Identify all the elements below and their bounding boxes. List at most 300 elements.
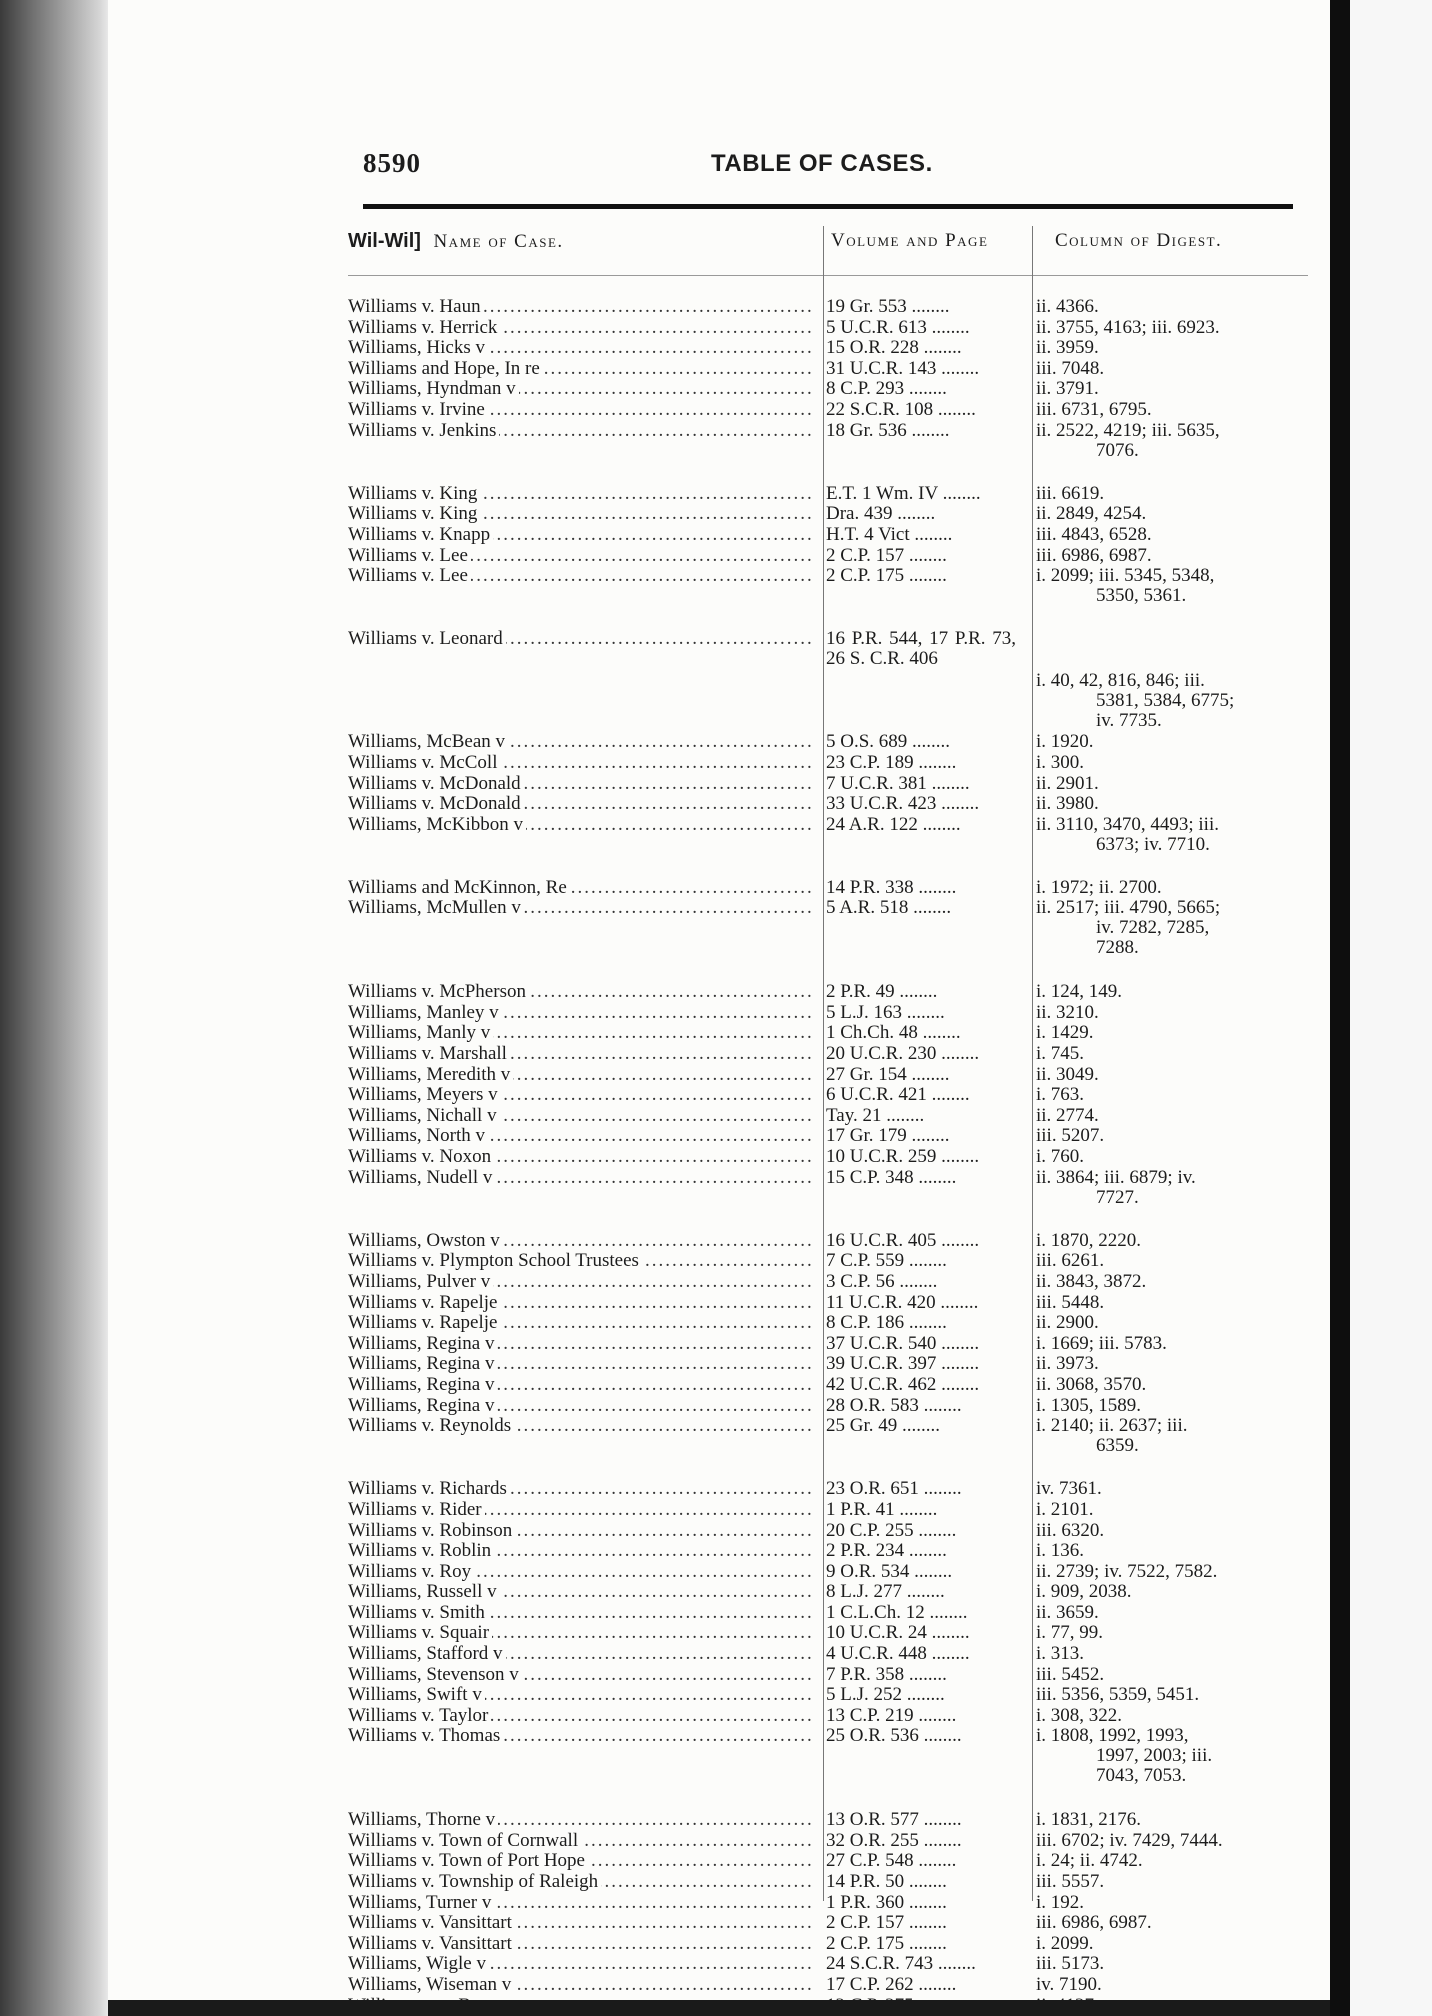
digest-ref: 7076.	[1096, 439, 1139, 461]
case-name: Williams v. Rapelje .....	[348, 1313, 813, 1333]
digest-ref: i. 1808, 1992, 1993,	[1036, 1725, 1189, 1747]
volume-page: 25 Gr. 49 ........	[826, 1415, 940, 1437]
digest-ref: i. 909, 2038.	[1036, 1581, 1132, 1603]
digest-column	[1036, 878, 1308, 898]
volume-page: 37 U.C.R. 540 ........	[826, 1332, 980, 1354]
table-row	[108, 1375, 1330, 1396]
page-bottom-edge	[108, 2000, 1330, 2016]
volume-page: 16 U.C.R. 405 ........	[826, 1229, 980, 1251]
case-name: Williams v. Herrick .....	[348, 318, 813, 338]
digest-ref: i. 760.	[1036, 1146, 1085, 1168]
case-name: Williams v. Plympton School Trustees .....	[348, 1251, 813, 1271]
case-name: Williams v. McDonald .....	[348, 794, 813, 814]
digest-ref: ii. 3659.	[1036, 1601, 1099, 1623]
volume-page: 23 C.P. 189 ........	[826, 751, 957, 773]
table-row	[108, 878, 1330, 899]
case-name: Williams v. Irvine .....	[348, 400, 813, 420]
volume-page: 7 U.C.R. 381 ........	[826, 772, 970, 794]
table-row	[108, 1603, 1330, 1624]
volume-page: 18 Gr. 536 ........	[826, 419, 950, 441]
volume-page: 8 C.P. 186 ........	[826, 1312, 947, 1334]
digest-column	[1036, 504, 1308, 524]
digest-column	[1036, 525, 1308, 545]
case-name: Williams, McKibbon v .....	[348, 815, 813, 835]
digest-ref: ii. 2849, 4254.	[1036, 503, 1147, 525]
row-gap	[108, 1788, 1330, 1810]
digest-column	[1036, 1934, 1308, 1954]
volume-page: 32 O.R. 255 ........	[826, 1829, 962, 1851]
digest-column	[1036, 1500, 1308, 1520]
table-row	[108, 753, 1330, 774]
page-number: 8590	[363, 148, 421, 178]
table-row	[108, 1954, 1330, 1975]
digest-column	[1036, 1251, 1308, 1271]
volume-page: Dra. 439 ........	[826, 503, 936, 525]
volume-page: 19 Gr. 553 ........	[826, 296, 950, 317]
digest-column	[1036, 794, 1308, 814]
case-name: Williams and McKinnon, Re .....	[348, 878, 813, 898]
digest-column	[1036, 1168, 1308, 1208]
volume-page: 39 U.C.R. 397 ........	[826, 1353, 980, 1375]
digest-column	[1036, 1003, 1308, 1023]
volume-page: 25 O.R. 536 ........	[826, 1725, 962, 1747]
digest-column	[1036, 1541, 1308, 1561]
digest-ref: i. 2099; iii. 5345, 5348,	[1036, 565, 1215, 587]
digest-column	[1036, 338, 1308, 358]
digest-ref: ii. 3110, 3470, 4493; iii.	[1036, 813, 1219, 835]
table-row	[108, 1623, 1330, 1644]
table-row	[108, 1396, 1330, 1417]
table-row	[108, 379, 1330, 400]
case-name: Williams v. Richards .....	[348, 1479, 813, 1499]
digest-ref: i. 2099.	[1036, 1932, 1094, 1954]
digest-ref: iv. 7361.	[1036, 1478, 1102, 1500]
table-row	[108, 400, 1330, 421]
table-row	[108, 525, 1330, 546]
digest-ref: i. 2140; ii. 2637; iii.	[1036, 1415, 1188, 1437]
digest-column	[1036, 1913, 1308, 1933]
digest-column	[1036, 1521, 1308, 1541]
case-name: Williams, Meredith v .....	[348, 1065, 813, 1085]
table-row	[108, 1003, 1330, 1024]
table-row	[108, 1126, 1330, 1147]
case-name: Williams v. Rapelje .....	[348, 1293, 813, 1313]
case-name: Williams v. Vansittart .....	[348, 1913, 813, 1933]
case-name: Williams v. Knapp .....	[348, 525, 813, 545]
digest-column	[1036, 484, 1308, 504]
case-name: Williams, Wigle v .....	[348, 1954, 813, 1974]
table-row	[108, 794, 1330, 815]
volume-page: 6 U.C.R. 421 ........	[826, 1084, 970, 1106]
case-name: Williams v. Marshall .....	[348, 1044, 813, 1064]
digest-column	[1036, 1685, 1308, 1705]
digest-ref: iii. 7048.	[1036, 357, 1105, 379]
digest-ref: iv. 7190.	[1036, 1974, 1102, 1995]
table-row	[108, 1354, 1330, 1375]
digest-ref: i. 745.	[1036, 1043, 1085, 1065]
case-name: Williams v. Haun .....	[348, 297, 813, 317]
volume-page: 11 U.C.R. 420 ........	[826, 1291, 979, 1313]
case-name: Williams, Nudell v .....	[348, 1168, 813, 1188]
table-row	[108, 1293, 1330, 1314]
table-row	[108, 484, 1330, 505]
digest-column	[1036, 732, 1308, 752]
digest-ref: iii. 5448.	[1036, 1291, 1105, 1313]
table-row	[108, 1872, 1330, 1893]
table-row	[108, 1851, 1330, 1872]
digest-ref: 7043, 7053.	[1096, 1765, 1187, 1787]
digest-ref: ii. 3791.	[1036, 378, 1099, 400]
table-row	[108, 1272, 1330, 1293]
table-row	[108, 546, 1330, 567]
digest-ref: ii. 3843, 3872.	[1036, 1270, 1147, 1292]
table-row	[108, 1726, 1330, 1788]
volume-page: 27 Gr. 154 ........	[826, 1063, 950, 1085]
digest-column	[1036, 1126, 1308, 1146]
volume-page: 33 U.C.R. 423 ........	[826, 793, 980, 815]
case-name: Williams v. Jenkins .....	[348, 421, 813, 441]
digest-ref: ii. 2522, 4219; iii. 5635,	[1036, 419, 1220, 441]
digest-column	[1036, 1603, 1308, 1623]
row-gap	[108, 607, 1330, 629]
digest-ref: i. 24; ii. 4742.	[1036, 1850, 1143, 1872]
table-row	[108, 1975, 1330, 1996]
header-rule	[348, 275, 1308, 276]
case-name: Williams, Meyers v .....	[348, 1085, 813, 1105]
digest-column	[1036, 1623, 1308, 1643]
table-row	[108, 318, 1330, 339]
digest-ref: iii. 6986, 6987.	[1036, 544, 1152, 566]
case-name: Williams v. Rider .....	[348, 1500, 813, 1520]
volume-page: 5 L.J. 163 ........	[826, 1001, 945, 1023]
row-gap	[108, 856, 1330, 878]
table-row	[108, 815, 1330, 856]
digest-ref: ii. 2517; iii. 4790, 5665;	[1036, 897, 1221, 919]
table-row	[108, 1500, 1330, 1521]
volume-page: 2 P.R. 234 ........	[826, 1540, 947, 1562]
digest-column	[1036, 1272, 1308, 1292]
case-name: Williams, McMullen v .....	[348, 898, 813, 918]
table-row	[108, 338, 1330, 359]
digest-ref: i. 763.	[1036, 1084, 1085, 1106]
case-name: Williams v. Township of Raleigh .....	[348, 1872, 813, 1892]
volume-page: Tay. 21 ........	[826, 1104, 925, 1126]
volume-page: 14 P.R. 50 ........	[826, 1871, 947, 1893]
digest-column	[1036, 1479, 1308, 1499]
digest-column	[1036, 1975, 1308, 1995]
digest-column	[1036, 774, 1308, 794]
digest-column	[1036, 318, 1308, 338]
volume-page: 10 U.C.R. 259 ........	[826, 1146, 980, 1168]
volume-page: 14 P.R. 338 ........	[826, 876, 957, 898]
table-row	[108, 1168, 1330, 1209]
background-margin	[1350, 0, 1432, 2016]
table-row	[108, 1541, 1330, 1562]
table-row	[108, 1416, 1330, 1457]
table-row	[108, 504, 1330, 525]
digest-column	[1036, 546, 1308, 566]
case-name: Williams, North v .....	[348, 1126, 813, 1146]
volume-page: 24 A.R. 122 ........	[826, 813, 961, 835]
digest-column	[1036, 1106, 1308, 1126]
case-name: Williams, Wiseman v .....	[348, 1975, 813, 1995]
table-row	[108, 1044, 1330, 1065]
digest-ref: iii. 5356, 5359, 5451.	[1036, 1684, 1200, 1706]
table-row	[108, 1831, 1330, 1852]
page-edge-shadow	[1330, 0, 1350, 2016]
case-name: Williams v. Town of Port Hope .....	[348, 1851, 813, 1871]
table-row	[108, 1665, 1330, 1686]
table-row	[108, 1231, 1330, 1252]
digest-ref: 6359.	[1096, 1435, 1139, 1457]
volume-page: 10 U.C.R. 24 ........	[826, 1622, 970, 1644]
table-row	[108, 1562, 1330, 1583]
digest-column	[1036, 898, 1308, 958]
header-volume-col: Volume and Page	[831, 230, 989, 251]
volume-page: 20 U.C.R. 230 ........	[826, 1043, 980, 1065]
digest-column	[1036, 1293, 1308, 1313]
case-name: Williams, Hyndman v .....	[348, 379, 813, 399]
table-row	[108, 1644, 1330, 1665]
digest-ref: ii. 2739; iv. 7522, 7582.	[1036, 1560, 1218, 1582]
volume-page: 23 O.R. 651 ........	[826, 1478, 962, 1500]
digest-ref: iii. 6619.	[1036, 482, 1105, 504]
case-name: Williams v. McDonald .....	[348, 774, 813, 794]
digest-ref: 5381, 5384, 6775;	[1096, 689, 1235, 711]
case-name: Williams, Regina v .....	[348, 1354, 813, 1374]
case-name: Williams v. Robinson .....	[348, 1521, 813, 1541]
case-name: Williams, Manley v .....	[348, 1003, 813, 1023]
case-name: Williams v. King .....	[348, 484, 813, 504]
table-row	[108, 566, 1330, 607]
digest-ref: i. 1972; ii. 2700.	[1036, 876, 1162, 898]
table-row	[108, 1106, 1330, 1127]
digest-ref: iii. 6320.	[1036, 1519, 1105, 1541]
digest-column	[1036, 379, 1308, 399]
scanned-page	[108, 0, 1330, 2000]
case-name: Williams v. Roy .....	[348, 1562, 813, 1582]
table-row	[108, 732, 1330, 753]
digest-column	[1036, 1831, 1308, 1851]
header-range: Wil-Wil] Name of Case.	[348, 230, 564, 252]
digest-column	[1036, 1375, 1308, 1395]
volume-page: 17 Gr. 179 ........	[826, 1125, 950, 1147]
digest-column	[1036, 1582, 1308, 1602]
case-name: Williams, Nichall v .....	[348, 1106, 813, 1126]
volume-page: 3 C.P. 56 ........	[826, 1270, 938, 1292]
digest-column	[1036, 297, 1308, 317]
digest-ref: ii. 3959.	[1036, 337, 1099, 359]
row-gap	[108, 1457, 1330, 1479]
digest-ref: 7288.	[1096, 937, 1139, 959]
digest-column	[1036, 1085, 1308, 1105]
table-row	[108, 629, 1330, 732]
digest-column	[1036, 1231, 1308, 1251]
table-row	[108, 1582, 1330, 1603]
digest-ref: i. 124, 149.	[1036, 981, 1123, 1003]
digest-ref: ii. 2774.	[1036, 1104, 1099, 1126]
volume-page: H.T. 4 Vict ........	[826, 523, 953, 545]
volume-page: 31 U.C.R. 143 ........	[826, 357, 980, 379]
case-name: Williams v. Reynolds .....	[348, 1416, 813, 1436]
table-row	[108, 1913, 1330, 1934]
digest-ref: i. 1305, 1589.	[1036, 1394, 1142, 1416]
table-row	[108, 1706, 1330, 1727]
volume-page: 5 L.J. 252 ........	[826, 1684, 945, 1706]
digest-ref: i. 1831, 2176.	[1036, 1809, 1142, 1831]
digest-ref: iii. 6261.	[1036, 1250, 1105, 1272]
digest-column	[1036, 400, 1308, 420]
volume-page: 1 P.R. 360 ........	[826, 1891, 947, 1913]
case-name: Williams, Pulver v .....	[348, 1272, 813, 1292]
digest-column	[1036, 1644, 1308, 1664]
digest-ref: 5350, 5361.	[1096, 585, 1187, 607]
table-row	[108, 297, 1330, 318]
digest-ref: ii. 2901.	[1036, 772, 1099, 794]
digest-column	[1036, 421, 1308, 461]
case-name: Williams v. Thomas .....	[348, 1726, 813, 1746]
volume-page: 1 P.R. 41 ........	[826, 1498, 938, 1520]
volume-page: 7 P.R. 358 ........	[826, 1663, 947, 1685]
digest-ref: ii. 3973.	[1036, 1353, 1099, 1375]
case-name: Williams, Turner v .....	[348, 1893, 813, 1913]
volume-page: 20 C.P. 255 ........	[826, 1519, 957, 1541]
volume-page: 15 C.P. 348 ........	[826, 1166, 957, 1188]
digest-ref: iv. 7282, 7285,	[1096, 917, 1210, 939]
case-name: Williams, Regina v .....	[348, 1334, 813, 1354]
table-row	[108, 1479, 1330, 1500]
case-name: Williams, Russell v .....	[348, 1582, 813, 1602]
digest-column	[1036, 1726, 1308, 1786]
digest-column	[1036, 753, 1308, 773]
row-gap	[108, 960, 1330, 982]
table-row	[108, 1085, 1330, 1106]
book-spine-shadow	[0, 0, 108, 2016]
case-name: Williams v. Lee .....	[348, 546, 813, 566]
table-row	[108, 1685, 1330, 1706]
case-name: Williams v. King .....	[348, 504, 813, 524]
volume-page: 15 O.R. 228 ........	[826, 337, 962, 359]
volume-page: 5 U.C.R. 613 ........	[826, 316, 970, 338]
case-name: Williams, Stevenson v .....	[348, 1665, 813, 1685]
digest-column	[1036, 1023, 1308, 1043]
case-name: Williams v. Roblin .....	[348, 1541, 813, 1561]
table-row	[108, 1934, 1330, 1955]
digest-column	[1036, 1872, 1308, 1892]
digest-column	[1036, 1416, 1308, 1456]
volume-page: 16 P.R. 544, 17 P.R. 73, 26 S. C.R. 406	[826, 628, 1016, 670]
digest-ref: iii. 5452.	[1036, 1663, 1105, 1685]
case-name: Williams v. Town of Cornwall .....	[348, 1831, 813, 1851]
header-name-col: Name of Case.	[433, 231, 564, 252]
table-row	[108, 1023, 1330, 1044]
digest-column	[1036, 566, 1308, 606]
digest-ref: iv. 7735.	[1096, 709, 1162, 731]
case-name: Williams, McBean v .....	[348, 732, 813, 752]
case-name: Williams v. McColl .....	[348, 753, 813, 773]
volume-page: 1 C.L.Ch. 12 ........	[826, 1601, 968, 1623]
table-row	[108, 774, 1330, 795]
case-name: Williams, Stafford v .....	[348, 1644, 813, 1664]
digest-column	[1036, 1893, 1308, 1913]
digest-column	[1036, 359, 1308, 379]
volume-page: 7 C.P. 559 ........	[826, 1250, 947, 1272]
digest-ref: ii. 3755, 4163; iii. 6923.	[1036, 316, 1220, 338]
volume-page: 27 C.P. 548 ........	[826, 1850, 957, 1872]
volume-page: 8 C.P. 293 ........	[826, 378, 947, 400]
row-gap	[108, 462, 1330, 484]
volume-page: 13 C.P. 219 ........	[826, 1704, 957, 1726]
digest-ref: i. 192.	[1036, 1891, 1085, 1913]
header-digest-col: Column of Digest.	[1055, 230, 1223, 251]
digest-ref: i. 1669; iii. 5783.	[1036, 1332, 1167, 1354]
case-name: Williams v. Taylor .....	[348, 1706, 813, 1726]
digest-column	[1036, 1810, 1308, 1830]
volume-page: 2 C.P. 175 ........	[826, 565, 947, 587]
volume-page: 5 A.R. 518 ........	[826, 897, 952, 919]
case-name: Williams, Regina v .....	[348, 1375, 813, 1395]
table-row	[108, 1334, 1330, 1355]
case-name: Williams, Hicks v .....	[348, 338, 813, 358]
case-name: Williams v. Lee .....	[348, 566, 813, 586]
digest-column	[1036, 1334, 1308, 1354]
digest-ref: i. 300.	[1036, 751, 1085, 773]
table-row	[108, 1893, 1330, 1914]
digest-column	[1036, 1665, 1308, 1685]
digest-ref: iii. 4843, 6528.	[1036, 523, 1152, 545]
volume-page: 9 O.R. 534 ........	[826, 1560, 953, 1582]
cases-table	[108, 297, 1330, 2016]
digest-column	[1036, 1851, 1308, 1871]
digest-ref: i. 136.	[1036, 1540, 1085, 1562]
digest-column	[1036, 1954, 1308, 1974]
case-name: Williams v. Squair .....	[348, 1623, 813, 1643]
table-row	[108, 1065, 1330, 1086]
digest-ref: i. 77, 99.	[1036, 1622, 1104, 1644]
volume-page: 2 C.P. 175 ........	[826, 1932, 947, 1954]
digest-ref: ii. 3864; iii. 6879; iv.	[1036, 1166, 1196, 1188]
volume-page: 22 S.C.R. 108 ........	[826, 398, 976, 420]
volume-page: 4 U.C.R. 448 ........	[826, 1643, 970, 1665]
digest-ref: i. 313.	[1036, 1643, 1085, 1665]
volume-page: 28 O.R. 583 ........	[826, 1394, 962, 1416]
volume-page: 24 S.C.R. 743 ........	[826, 1953, 976, 1975]
table-row	[108, 898, 1330, 960]
table-row	[108, 1810, 1330, 1831]
volume-page: 42 U.C.R. 462 ........	[826, 1373, 980, 1395]
digest-ref: iii. 6731, 6795.	[1036, 398, 1152, 420]
table-row	[108, 1313, 1330, 1334]
digest-ref: 1997, 2003; iii.	[1096, 1745, 1213, 1767]
digest-column	[1036, 1354, 1308, 1374]
digest-ref: iii. 5207.	[1036, 1125, 1105, 1147]
title-rule	[363, 204, 1293, 209]
volume-page: 2 C.P. 157 ........	[826, 1912, 947, 1934]
digest-column	[1036, 815, 1308, 855]
case-name: Williams v. McPherson .....	[348, 982, 813, 1002]
case-name: Williams, Swift v .....	[348, 1685, 813, 1705]
digest-ref: ii. 3068, 3570.	[1036, 1373, 1147, 1395]
volume-page: 5 O.S. 689 ........	[826, 731, 951, 753]
digest-column	[1036, 982, 1308, 1002]
digest-ref: 7727.	[1096, 1186, 1139, 1208]
table-row	[108, 359, 1330, 380]
table-row	[108, 1147, 1330, 1168]
digest-ref: i. 1920.	[1036, 731, 1094, 753]
volume-page: 8 L.J. 277 ........	[826, 1581, 945, 1603]
volume-page: 17 C.P. 262 ........	[826, 1974, 957, 1995]
volume-page: 2 P.R. 49 ........	[826, 981, 938, 1003]
